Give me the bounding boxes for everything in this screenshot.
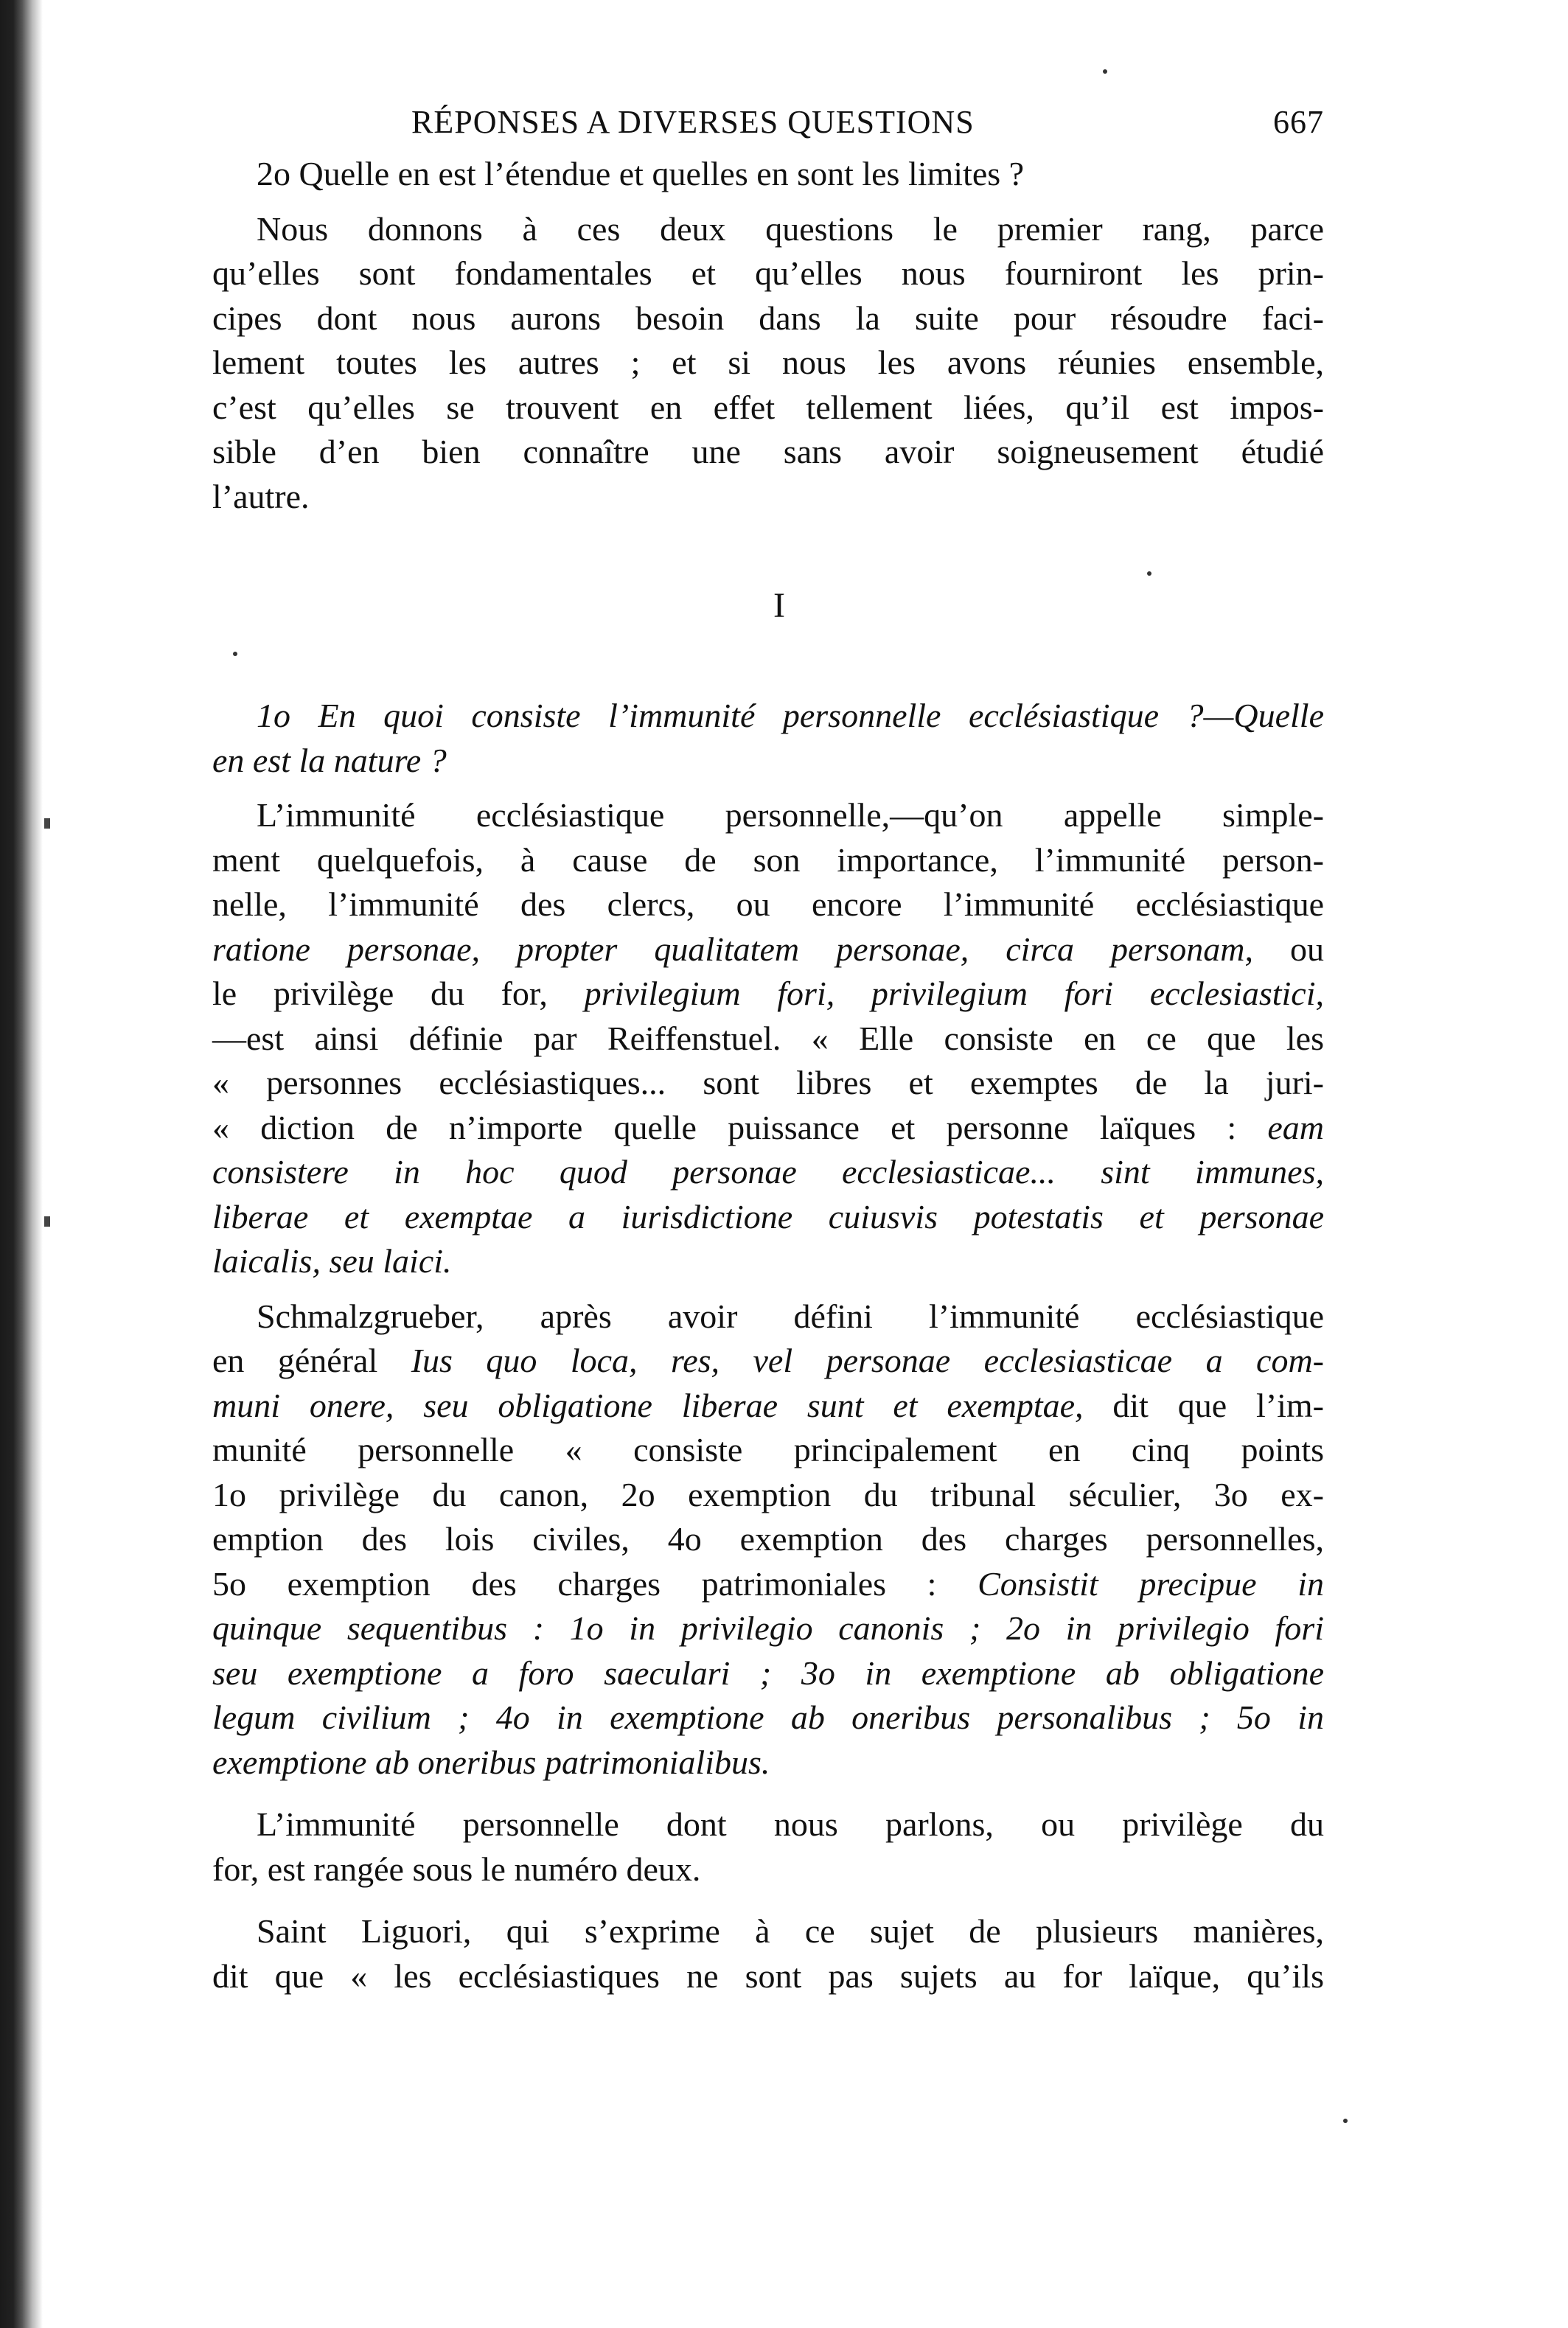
text-line: lement toutes les autres ; et si nous les avons réunies ensemble,	[212, 344, 1324, 381]
latin-line: legum civilium ; 4o in exemptione ab oneribus personalibus ; 5o in	[212, 1698, 1324, 1736]
page-number: 667	[1273, 104, 1324, 140]
text-line: c’est qu’elles se trouvent en effet tellement liées, qu’il est impos-	[212, 388, 1324, 426]
text-fragment: « diction de n’importe quelle puissance et personne laïques :	[212, 1108, 1268, 1146]
text-line: cipes dont nous aurons besoin dans la suite pour résoudre faci-	[212, 299, 1324, 337]
text-fragment: dit que l’im-	[1083, 1386, 1324, 1424]
liguori-paragraph	[212, 1909, 1324, 1998]
question-2-line: 2o Quelle en est l’étendue et quelles en sont les limites ?	[257, 155, 1025, 192]
definition-paragraph	[212, 793, 1324, 1284]
intro-question	[212, 152, 1324, 197]
print-speck	[233, 652, 237, 656]
text-line	[212, 1384, 1324, 1429]
latin-phrase: muni onere, seu obligatione liberae sunt et exemptae,	[212, 1386, 1084, 1424]
question-1-line: 1o En quoi consiste l’immunité personnelle ecclésiastique ?—Quelle	[257, 697, 1324, 734]
running-title: RÉPONSES A DIVERSES QUESTIONS	[411, 104, 975, 140]
numero-deux-paragraph	[212, 1802, 1324, 1892]
text-line: L’immunité ecclésiastique personnelle,—qu’on appelle simple-	[257, 796, 1324, 834]
text-line	[212, 1339, 1324, 1384]
latin-line: laicalis, seu laici.	[212, 1242, 452, 1280]
text-fragment: 5o exemption des charges patrimoniales :	[212, 1564, 978, 1603]
text-line: —est ainsi définie par Reiffenstuel. « Elle consiste en ce que les	[212, 1019, 1324, 1057]
text-line: nelle, l’immunité des clercs, ou encore l’immunité ecclésiastique	[212, 885, 1324, 923]
print-speck	[1147, 571, 1151, 576]
text-line: qu’elles sont fondamentales et qu’elles nous fourniront les prin-	[212, 254, 1324, 292]
text-line: L’immunité personnelle dont nous parlons, ou privilège du	[257, 1805, 1324, 1843]
text-line	[212, 927, 1324, 972]
text-line	[212, 1106, 1324, 1151]
text-line	[212, 1562, 1324, 1607]
text-line: l’autre.	[212, 477, 310, 515]
text-fragment: ou	[1253, 930, 1325, 968]
latin-phrase: ratione personae, propter qualitatem personae, circa personam,	[212, 930, 1253, 968]
text-line: « personnes ecclésiastiques... sont libres et exemptes de la juri-	[212, 1064, 1324, 1101]
latin-line: consistere in hoc quod personae ecclesiasticae... sint immunes,	[212, 1153, 1324, 1191]
section-numeral: I	[773, 586, 785, 625]
latin-line: exemptione ab oneribus patrimonialibus.	[212, 1743, 770, 1781]
latin-phrase: Consistit precipue in	[978, 1564, 1324, 1603]
latin-phrase: Ius quo loca, res, vel personae ecclesiasticae a com-	[411, 1342, 1324, 1379]
book-page	[212, 103, 1324, 1998]
schmalzgrueber-paragraph	[212, 1294, 1324, 1785]
question-1	[212, 694, 1324, 783]
latin-line: seu exemptione a foro saeculari ; 3o in exemptione ab obligatione	[212, 1653, 1324, 1692]
text-fragment: en général	[212, 1342, 411, 1379]
text-line: for, est rangée sous le numéro deux.	[212, 1850, 701, 1888]
latin-line: quinque sequentibus : 1o in privilegio canonis ; 2o in privilegio fori	[212, 1609, 1324, 1647]
print-speck	[1343, 2119, 1348, 2123]
question-1-line: en est la nature ?	[212, 741, 447, 779]
text-fragment: le privilège du for,	[212, 975, 585, 1012]
text-line: Saint Liguori, qui s’exprime à ce sujet de plusieurs manières,	[257, 1912, 1324, 1950]
intro-paragraph	[212, 207, 1324, 520]
running-head	[212, 103, 1324, 152]
latin-line: liberae et exemptae a iurisdictione cuiusvis potestatis et personae	[212, 1197, 1324, 1236]
text-line: munité personnelle « consiste principalement en cinq points	[212, 1431, 1324, 1468]
binding-speck	[44, 1216, 50, 1227]
text-line: dit que « les ecclésiastiques ne sont pas sujets au for laïque, qu’ils	[212, 1956, 1324, 1995]
text-line: sible d’en bien connaître une sans avoir soigneusement étudié	[212, 433, 1324, 470]
text-line: ment quelquefois, à cause de son importance, l’immunité person-	[212, 840, 1324, 879]
text-line: 1o privilège du canon, 2o exemption du tribunal séculier, 3o ex-	[212, 1475, 1324, 1513]
latin-phrase: eam	[1267, 1108, 1324, 1146]
print-speck	[1103, 69, 1107, 74]
text-line: Schmalzgrueber, après avoir défini l’immunité ecclésiastique	[257, 1297, 1324, 1335]
latin-phrase: privilegium fori, privilegium fori ecclesiastici,	[584, 975, 1324, 1012]
text-line	[212, 972, 1324, 1017]
book-binding-edge	[0, 0, 43, 2328]
text-line: Nous donnons à ces deux questions le premier rang, parce	[257, 209, 1324, 248]
text-line: emption des lois civiles, 4o exemption des charges personnelles,	[212, 1520, 1324, 1558]
binding-speck	[44, 818, 50, 829]
